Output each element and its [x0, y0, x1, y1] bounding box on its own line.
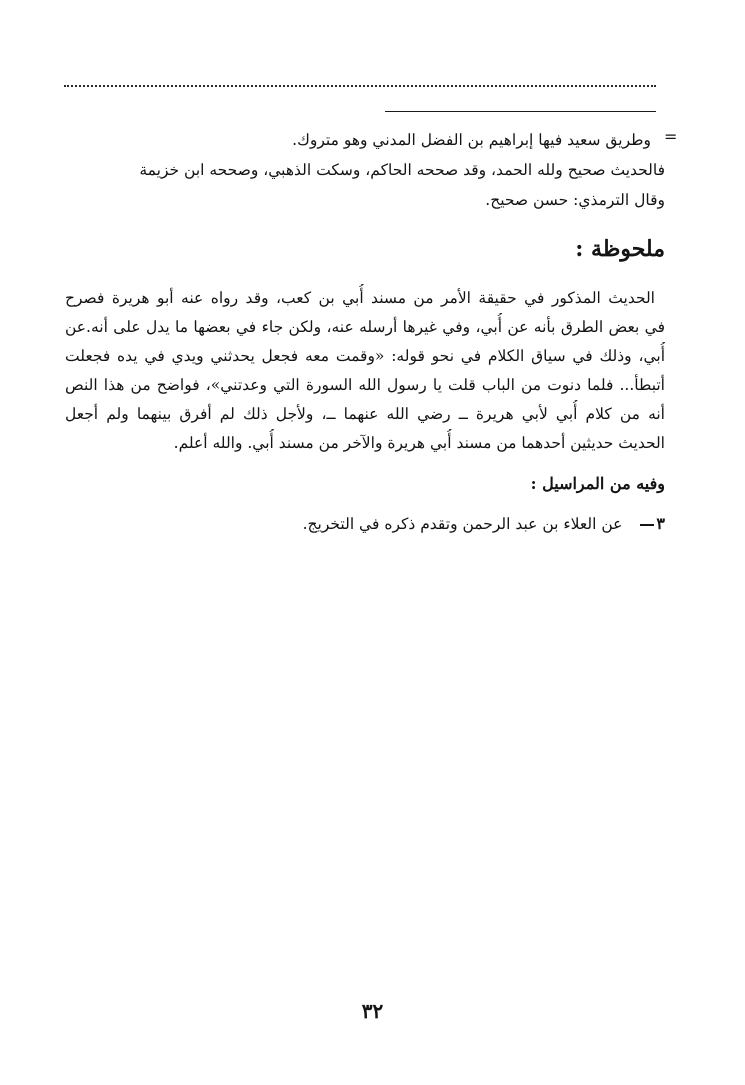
text-line: أُبي، وذلك في سياق الكلام في نحو قوله: «وقمت معه فجعل يحدثني ويدي في يده فجعلت — [65, 347, 665, 365]
intro-paragraph — [65, 125, 665, 215]
text-line: الحديث المذكور في حقيقة الأمر من مسند أُبي بن كعب، وقد رواه عنه أبو هريرة فصرح — [65, 289, 655, 307]
note-heading: ملحوظة : — [575, 236, 665, 262]
list-item — [303, 510, 665, 538]
text-line: وقال الترمذي: حسن صحيح. — [485, 191, 665, 209]
page-number: ٣٢ — [361, 999, 384, 1023]
text-line: وطريق سعيد فيها إبراهيم بن الفضل المدني وهو متروك. — [292, 131, 651, 149]
item-dash — [640, 524, 654, 526]
text-line: أنه من كلام أُبي لأبي هريرة ــ رضي الله عنهما ــ، ولأجل ذلك لم أفرق بينهما ولم أجعل — [65, 405, 665, 423]
continuation-mark: = — [664, 127, 678, 146]
item-text: عن العلاء بن عبد الرحمن وتقدم ذكره في التخريج. — [302, 515, 623, 533]
text-line: أتبطأ... فلما دنوت من الباب قلت يا رسول الله السورة التي وعدتني»، فواضح من هذا النص — [65, 376, 665, 394]
text-line: في بعض الطرق بأنه عن أُبي، وفي غيرها أرسله عنه، ولكن جاء في بعضها ما يدل على أنه.عن — [65, 318, 665, 336]
note-paragraph — [65, 284, 665, 458]
item-number: ٣ — [656, 514, 665, 533]
text-line: الحديث حديثين أحدهما من مسند أُبي هريرة والآخر من مسند أُبي. والله أعلم. — [173, 434, 665, 452]
text-line: فالحديث صحيح ولله الحمد، وقد صححه الحاكم، وسكت الذهبي، وصححه ابن خزيمة — [139, 161, 665, 179]
dotted-separator — [64, 85, 656, 87]
mursal-heading: وفيه من المراسيل : — [530, 474, 665, 493]
footnote-rule — [385, 111, 656, 112]
